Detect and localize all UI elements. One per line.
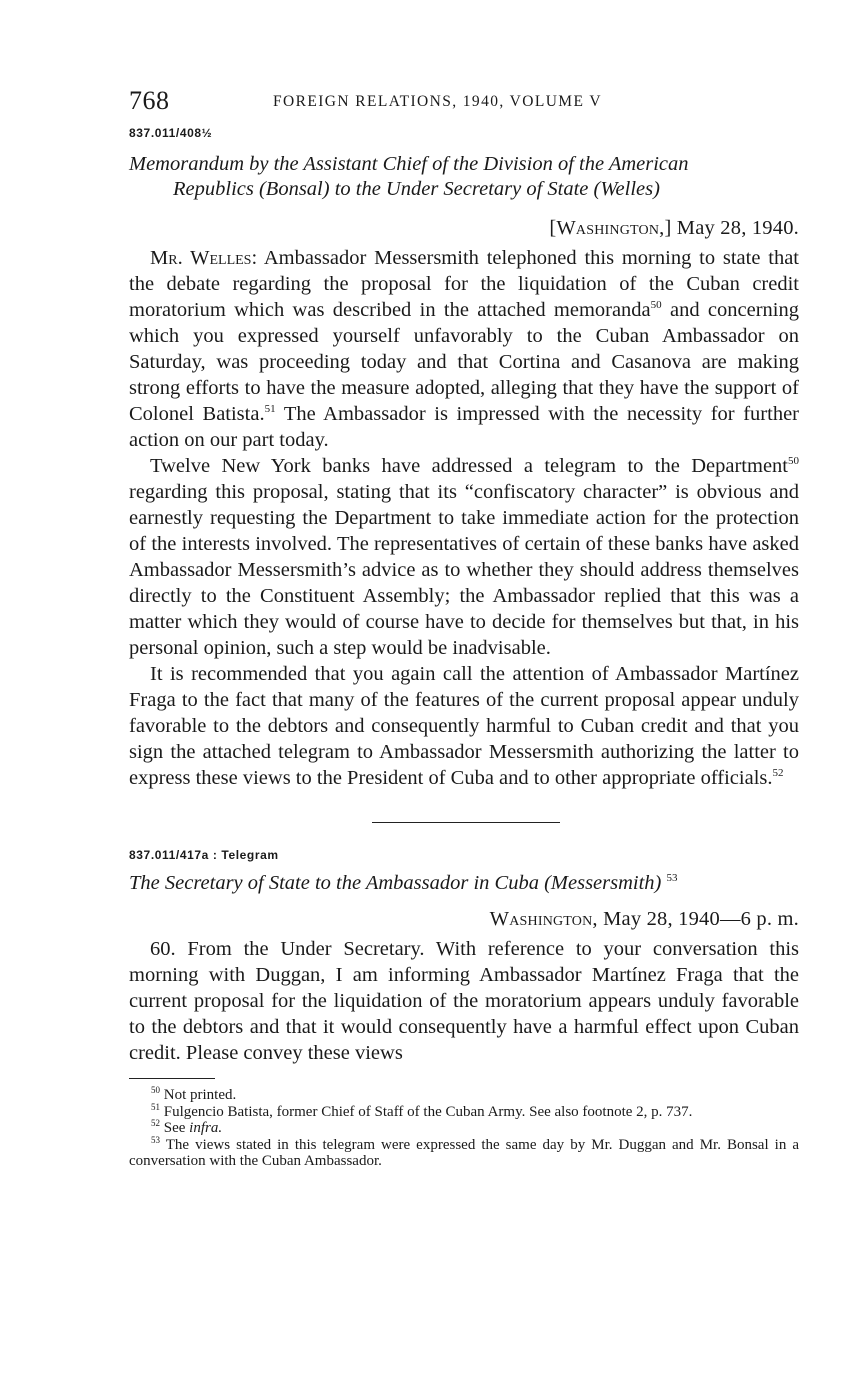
body-paragraph: 60. From the Under Secretary. With reference to your conversation this morning with Duggan, I am informing Ambassador Martínez Fraga that the current proposal for the liquidation of the moratorium appears unduly favorable to the debtors and that it would consequently have a harmful effect upon Cuban credit. Please convey these views	[129, 938, 799, 1064]
dateline	[129, 217, 799, 245]
body-paragraph	[129, 661, 799, 791]
heading-line: Memorandum by the Assistant Chief of the Division of the American	[129, 153, 689, 175]
dateline	[129, 908, 799, 936]
footnote-text: The views stated in this telegram were expressed the same day by Mr. Duggan and Mr. Bonsal in a conversation with the Cuban Ambassador.	[129, 1136, 800, 1169]
dateline-date: May 28, 1940—6 p. m.	[597, 908, 799, 930]
footnote	[129, 1101, 799, 1121]
footnote-text-italic: infra.	[189, 1120, 223, 1136]
heading-line: Republics (Bonsal) to the Under Secretary of State (Welles)	[173, 178, 660, 200]
footnote-ref: 52	[772, 767, 784, 780]
document-page	[129, 86, 799, 1170]
footnote-number: 53	[151, 1134, 160, 1145]
footnote-text: Not printed.	[163, 1087, 237, 1103]
footnote-number: 50	[151, 1085, 160, 1095]
footnote-text: Fulgencio Batista, former Chief of Staff of the Cuban Army. See also footnote 2, p. 737.	[163, 1103, 693, 1120]
page-number: 768	[129, 86, 170, 115]
heading-line: The Secretary of State to the Ambassador in Cuba (Messersmith)	[129, 872, 662, 894]
paragraph-text: : Ambassador Messersmith telephoned this morning to state that the debate regarding the proposal for the liquidation of the Cuban credit moratorium which was described in the attached memoranda	[129, 247, 799, 321]
paragraph-text: It is recommended that you again call the attention of Ambassador Martínez Fraga to the fact that many of the features of the current proposal appear unduly favorable to the debtors and consequently harmful to Cuban credit and that you sign the attached telegram to Ambassador Messersmith authorizing the latter to express these views to the President of Cuba and to other appropriate officials.	[129, 663, 799, 789]
file-reference: 837.011/408½	[129, 126, 213, 140]
dateline-place: Washington,	[489, 908, 598, 930]
paragraph-text: The Ambassador is impressed with the necessity for further action on our part today.	[129, 403, 799, 451]
running-title: FOREIGN RELATIONS, 1940, VOLUME V	[273, 93, 602, 110]
footnotes	[129, 1087, 799, 1170]
paragraph-text: and concerning which you expressed yourself unfavorably to the Cuban Ambassador on Saturday, was proceeding today and that Cortina and Casanova are making strong efforts to have the measure adopted, alleging that they have the support of Colonel Batista.	[129, 299, 799, 425]
section-divider	[372, 822, 560, 823]
footnote-number: 51	[151, 1101, 160, 1112]
footnote-number: 52	[151, 1118, 160, 1128]
dateline-date: May 28, 1940.	[671, 217, 799, 239]
footnote-divider	[129, 1078, 215, 1079]
salutation: Mr. Welles	[150, 247, 252, 269]
paragraph-text: Twelve New York banks have addressed a telegram to the Department	[150, 455, 788, 477]
body-paragraph	[129, 245, 799, 453]
dateline-place: [Washington,]	[549, 217, 672, 239]
footnote	[129, 1120, 799, 1137]
footnote-text: See	[163, 1120, 190, 1136]
footnote	[129, 1134, 800, 1170]
document-heading	[129, 152, 799, 202]
body-paragraph	[129, 453, 799, 661]
footnote-ref: 50	[650, 299, 662, 312]
file-reference: 837.011/417a : Telegram	[129, 848, 279, 862]
footnote-ref: 53	[666, 872, 678, 885]
footnote	[129, 1087, 799, 1104]
running-head	[129, 86, 799, 120]
footnote-ref: 50	[788, 455, 799, 468]
paragraph-text: regarding this proposal, stating that its “confiscatory character” is obvious and earnestly requesting the Department to take immediate action for the protection of the interests involved. The representatives of certain of these banks have asked Ambassador Messersmith’s advice as to whether they should address themselves directly to the Constituent Assembly; the Ambassador replied that this was a matter which they would of course have to decide for themselves but that, in his personal opinion, such a step would be inadvisable.	[129, 481, 799, 659]
document-heading	[129, 870, 799, 896]
footnote-ref: 51	[264, 403, 276, 416]
